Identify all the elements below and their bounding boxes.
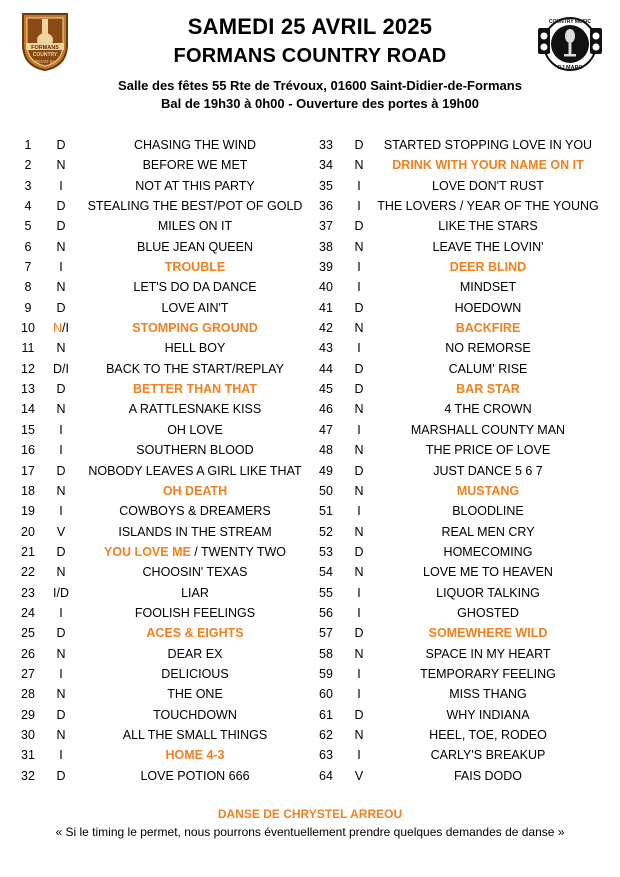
dance-number: 14 <box>21 402 35 417</box>
dance-title: MISS THANG <box>449 687 527 702</box>
dance-level: N <box>354 727 364 742</box>
dance-title: OH DEATH <box>162 483 228 498</box>
dance-level: N <box>56 646 66 661</box>
dance-number: 38 <box>319 239 333 254</box>
dance-number: 55 <box>319 585 333 600</box>
dance-number: 37 <box>319 219 333 234</box>
dance-title: 4 THE CROWN <box>444 402 532 417</box>
logo-left-bottom-text: ROAD 01 <box>35 59 55 64</box>
dance-number: 62 <box>319 727 333 742</box>
dance-level: I <box>357 199 361 214</box>
dance-title: THE ONE <box>167 687 223 702</box>
dance-number: 15 <box>21 422 35 437</box>
dance-title: MARSHALL COUNTY MAN <box>410 422 566 437</box>
dance-level: D <box>56 707 66 722</box>
dance-number: 19 <box>21 504 35 519</box>
dance-number: 50 <box>319 483 333 498</box>
dance-title: HOME 4-3 <box>165 748 225 763</box>
dance-title: FAIS DODO <box>453 768 523 783</box>
dance-number: 33 <box>319 138 333 152</box>
logo-right-top-text: COUNTRY MUSIC <box>549 19 591 25</box>
dance-level: I <box>357 605 361 620</box>
dance-level: D <box>56 768 66 783</box>
dance-title: LOVE POTION 666 <box>140 768 250 783</box>
dance-title: MILES ON IT <box>157 219 233 234</box>
dance-level: I <box>59 666 63 681</box>
dance-level: N <box>354 239 364 254</box>
dance-title: DEAR EX <box>167 646 223 661</box>
dance-level: D <box>354 219 364 234</box>
dance-title: SOUTHERN BLOOD <box>136 443 254 458</box>
dance-title: HELL BOY <box>164 341 226 356</box>
dance-number: 25 <box>21 626 35 641</box>
dance-level: N <box>354 402 364 417</box>
dance-title: STARTED STOPPING LOVE IN YOU <box>383 138 593 152</box>
dance-title: BEFORE WE MET <box>142 158 248 173</box>
dance-title: BETTER THAN THAT <box>132 382 258 397</box>
dance-title: LIAR <box>181 585 209 600</box>
dance-number: 61 <box>319 707 333 722</box>
dance-title: MUSTANG <box>456 483 520 498</box>
dance-number: 30 <box>21 727 35 742</box>
dance-level: I <box>357 585 361 600</box>
dance-level: I <box>357 341 361 356</box>
dance-number: 53 <box>319 544 333 559</box>
dance-level: I <box>59 178 63 193</box>
dance-level: D <box>354 544 364 559</box>
dance-title: FOOLISH FEELINGS <box>134 605 256 620</box>
dance-number: 21 <box>21 544 35 559</box>
dance-level-highlight: N <box>53 321 63 336</box>
dance-title-rest: / TWENTY TWO <box>190 544 286 559</box>
dance-number: 20 <box>21 524 35 539</box>
dance-level: V <box>354 768 364 783</box>
dance-level: I <box>357 422 361 437</box>
dance-level: N <box>354 524 364 539</box>
dance-number: 8 <box>24 280 32 295</box>
dance-number: 36 <box>319 199 333 214</box>
dance-title: JUST DANCE 5 6 7 <box>433 463 543 478</box>
dance-number: 28 <box>21 687 35 702</box>
dance-level: D <box>56 138 66 152</box>
dance-number: 13 <box>21 382 35 397</box>
dance-number: 56 <box>319 605 333 620</box>
dance-number: 46 <box>319 402 333 417</box>
dance-level: N <box>56 239 66 254</box>
dance-level: D <box>354 382 364 397</box>
logo-left-mid-text: COUNTRY <box>32 52 58 58</box>
dance-number: 3 <box>24 178 32 193</box>
dance-level: D <box>56 300 66 315</box>
dance-title <box>77 542 313 562</box>
dance-level: N <box>56 341 66 356</box>
dance-title: LEAVE THE LOVIN' <box>432 239 544 254</box>
dance-number: 63 <box>319 748 333 763</box>
dance-title: DEER BLIND <box>449 260 527 275</box>
dance-number: 22 <box>21 565 35 580</box>
dance-number: 42 <box>319 321 333 336</box>
dance-level <box>43 318 79 338</box>
dance-level: I/D <box>53 585 69 600</box>
dance-title: STOMPING GROUND <box>132 321 258 336</box>
dance-level: N <box>354 158 364 173</box>
dance-level: I <box>357 687 361 702</box>
dance-title: THE PRICE OF LOVE <box>425 443 551 458</box>
dance-level: D <box>354 626 364 641</box>
dance-title: SPACE IN MY HEART <box>425 646 551 661</box>
dance-title: MINDSET <box>459 280 517 295</box>
dance-level: D <box>354 707 364 722</box>
dance-number: 57 <box>319 626 333 641</box>
dance-level: I <box>59 260 63 275</box>
dance-number: 5 <box>24 219 32 234</box>
dance-level: N <box>354 646 364 661</box>
dance-level: I <box>59 748 63 763</box>
dance-level: N <box>56 483 66 498</box>
dance-number: 12 <box>21 361 35 376</box>
dance-level: I <box>357 748 361 763</box>
dance-number: 24 <box>21 605 35 620</box>
dance-number: 11 <box>21 341 35 356</box>
dance-number: 44 <box>319 361 333 376</box>
dance-title: HOMECOMING <box>443 544 533 559</box>
dance-number: 49 <box>319 463 333 478</box>
dance-level: D <box>354 361 364 376</box>
dance-title: TROUBLE <box>164 260 226 275</box>
dance-number: 29 <box>21 707 35 722</box>
dance-title: NO REMORSE <box>445 341 531 356</box>
dance-level: I <box>357 666 361 681</box>
dance-level: D <box>56 219 66 234</box>
dance-level: D <box>56 626 66 641</box>
dance-title: GHOSTED <box>457 605 519 620</box>
dance-number: 41 <box>319 300 333 315</box>
event-date-title: SAMEDI 25 AVRIL 2025 <box>187 14 433 39</box>
dance-title: COWBOYS & DREAMERS <box>119 504 271 519</box>
dance-number: 48 <box>319 443 333 458</box>
dance-number: 45 <box>319 382 333 397</box>
dance-number: 6 <box>24 239 32 254</box>
dance-level: V <box>56 524 66 539</box>
dance-title: LIQUOR TALKING <box>436 585 540 600</box>
dance-title: WHY INDIANA <box>446 707 530 722</box>
dance-level: D <box>56 463 66 478</box>
dance-title: CHOOSIN' TEXAS <box>142 565 248 580</box>
dance-number: 1 <box>24 138 32 152</box>
dance-number: 10 <box>21 321 35 336</box>
dance-title: ALL THE SMALL THINGS <box>122 727 268 742</box>
dance-number: 23 <box>21 585 35 600</box>
dance-level: N <box>56 280 66 295</box>
dance-level-rest: /I <box>62 321 69 336</box>
dance-number: 43 <box>319 341 333 356</box>
dance-level: I <box>357 260 361 275</box>
dance-level: D <box>56 382 66 397</box>
venue-address: Salle des fêtes 55 Rte de Trévoux, 01600 Saint-Didier-de-Formans <box>118 78 522 93</box>
dance-number: 7 <box>24 260 32 275</box>
dance-title: BACK TO THE START/REPLAY <box>106 361 284 376</box>
dance-number: 2 <box>24 158 32 173</box>
dance-level: D <box>354 138 364 152</box>
dance-number: 39 <box>319 260 333 275</box>
event-hours: Bal de 19h30 à 0h00 - Ouverture des portes à 19h00 <box>161 96 479 111</box>
dance-number: 31 <box>21 748 35 763</box>
dance-level: I <box>357 178 361 193</box>
dance-number: 51 <box>319 504 333 519</box>
dance-level: N <box>56 158 66 173</box>
dance-level: I <box>59 422 63 437</box>
dance-number: 16 <box>21 443 35 458</box>
dance-level: D/I <box>53 361 69 376</box>
dance-number: 64 <box>319 768 333 783</box>
dance-number: 35 <box>319 178 333 193</box>
dance-number: 4 <box>24 199 32 214</box>
dance-level: N <box>56 687 66 702</box>
dance-level: I <box>357 280 361 295</box>
dance-number: 26 <box>21 646 35 661</box>
dance-number: 52 <box>319 524 333 539</box>
dance-title: BLOODLINE <box>452 504 524 519</box>
requests-note: « Si le timing le permet, nous pourrons éventuellement prendre quelques demandes de danse » <box>55 825 565 839</box>
dance-title: HEEL, TOE, RODEO <box>429 727 547 742</box>
dance-level: I <box>59 443 63 458</box>
dance-number: 54 <box>319 565 333 580</box>
dance-title: NOT AT THIS PARTY <box>135 178 255 193</box>
logo-left-main-text: FORMANS <box>31 45 59 51</box>
dance-title: CHASING THE WIND <box>134 138 256 152</box>
dance-title: LET'S DO DA DANCE <box>133 280 257 295</box>
dance-level: N <box>354 483 364 498</box>
dance-number: 32 <box>21 768 35 783</box>
dance-number: 47 <box>319 422 333 437</box>
dance-title: LIKE THE STARS <box>438 219 538 234</box>
dance-title: BLUE JEAN QUEEN <box>136 239 253 254</box>
dance-number: 60 <box>319 687 333 702</box>
dance-title: THE LOVERS / YEAR OF THE YOUNG <box>377 199 599 214</box>
dance-level: N <box>56 402 66 417</box>
dance-number: 40 <box>319 280 333 295</box>
dance-title: CALUM' RISE <box>448 361 528 376</box>
dance-number: 18 <box>21 483 35 498</box>
dance-level: I <box>59 504 63 519</box>
dance-title: BACKFIRE <box>455 321 521 336</box>
dance-number: 59 <box>319 666 333 681</box>
dance-number: 27 <box>21 666 35 681</box>
dance-level: I <box>357 504 361 519</box>
dance-title: LOVE DON'T RUST <box>432 178 544 193</box>
dance-title: LOVE AIN'T <box>161 300 229 315</box>
dance-level: N <box>354 321 364 336</box>
dance-level: D <box>56 199 66 214</box>
dance-title: OH LOVE <box>167 422 223 437</box>
dance-level: N <box>354 443 364 458</box>
dance-title: A RATTLESNAKE KISS <box>128 402 262 417</box>
dance-title: ACES & EIGHTS <box>146 626 244 641</box>
dance-title: STEALING THE BEST/POT OF GOLD <box>87 199 303 214</box>
dance-level: I <box>59 605 63 620</box>
dance-title: CARLY'S BREAKUP <box>430 748 546 763</box>
dance-title: NOBODY LEAVES A GIRL LIKE THAT <box>88 463 302 478</box>
dance-level: D <box>56 544 66 559</box>
special-dance-heading: DANSE DE CHRYSTEL ARREOU <box>217 807 403 821</box>
dance-title: TOUCHDOWN <box>153 707 237 722</box>
event-name-title: FORMANS COUNTRY ROAD <box>173 45 447 67</box>
dance-title: HOEDOWN <box>454 300 522 315</box>
dance-title: REAL MEN CRY <box>441 524 535 539</box>
dance-title: SOMEWHERE WILD <box>428 626 548 641</box>
dance-level: D <box>354 463 364 478</box>
dance-number: 17 <box>21 463 35 478</box>
dance-number: 58 <box>319 646 333 661</box>
dance-level: D <box>354 300 364 315</box>
dance-title: BAR STAR <box>456 382 520 397</box>
dance-level: N <box>56 727 66 742</box>
dance-number: 34 <box>319 158 333 173</box>
dance-level: N <box>56 565 66 580</box>
dance-title: TEMPORARY FEELING <box>420 666 556 681</box>
dance-title: LOVE ME TO HEAVEN <box>423 565 553 580</box>
dance-title: ISLANDS IN THE STREAM <box>118 524 272 539</box>
logo-right-bottom-text: DJ MARC <box>557 65 583 71</box>
dance-number: 9 <box>24 300 32 315</box>
dance-title: DELICIOUS <box>161 666 229 681</box>
dance-title: DRINK WITH YOUR NAME ON IT <box>392 158 584 173</box>
dance-level: N <box>354 565 364 580</box>
dance-title-highlight: YOU LOVE ME <box>104 544 191 559</box>
